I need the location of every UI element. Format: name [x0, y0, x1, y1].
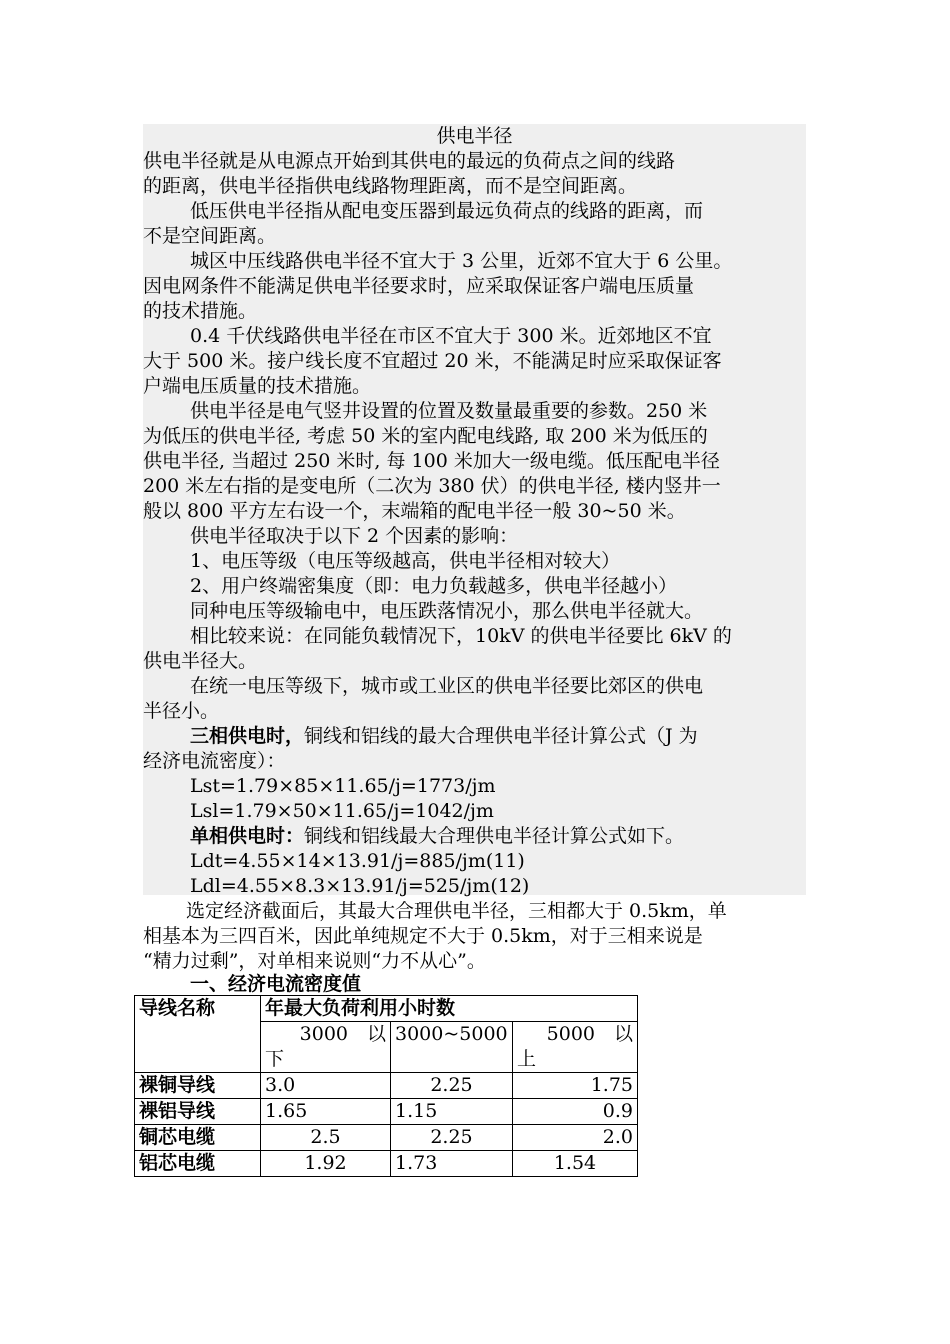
current-density-table [134, 995, 638, 1177]
cell: 1.54 [513, 1151, 638, 1177]
cell: 1.75 [513, 1073, 638, 1099]
paragraph-line: 供电半径, 当超过 250 米时, 每 100 米加大一级电缆。低压配电半径 [143, 450, 720, 472]
paragraph-line: 200 米左右指的是变电所（二次为 380 伏）的供电半径, 楼内竖井一 [143, 475, 721, 497]
table-row [135, 1125, 638, 1151]
paragraph-line: 大于 500 米。接户线长度不宜超过 20 米，不能满足时应采取保证客 [143, 350, 722, 372]
row-name: 裸铝导线 [135, 1099, 261, 1125]
paragraph-line: 供电半径大。 [143, 650, 258, 672]
formula-line: Lsl=1.79×50×11.65/j=1042/jm [190, 800, 494, 822]
line-text: 铜线和铝线最大合理供电半径计算公式如下。 [304, 825, 685, 847]
paragraph-line: 相比较来说：在同能负载情况下，10kV 的供电半径要比 6kV 的 [190, 625, 732, 647]
table-col-header [261, 1022, 391, 1073]
table-corner-header: 导线名称 [135, 996, 261, 1073]
list-item: 2、用户终端密集度（即：电力负载越多，供电半径越小） [190, 575, 678, 597]
paragraph-line: “精力过剩”，对单相来说则“力不从心”。 [143, 950, 486, 972]
paragraph-line: 相基本为三四百米，因此单纯规定不大于 0.5km，对于三相来说是 [143, 925, 703, 947]
paragraph-line: 不是空间距离。 [143, 225, 277, 247]
formula-line: Ldt=4.55×14×13.91/j=885/jm(11) [190, 850, 525, 872]
paragraph-line: 供电半径取决于以下 2 个因素的影响： [190, 525, 519, 547]
col-header-line: 5000 以 [546, 1023, 633, 1045]
paragraph-line: 的距离，供电半径指供电线路物理距离，而不是空间距离。 [143, 175, 638, 197]
paragraph-line: 般以 800 平方左右设一个，末端箱的配电半径一般 30~50 米。 [143, 500, 686, 522]
paragraph-line [190, 824, 684, 849]
paragraph-line: 选定经济截面后，其最大合理供电半径，三相都大于 0.5km，单 [186, 900, 727, 922]
row-name: 裸铜导线 [135, 1073, 261, 1099]
table-group-header: 年最大负荷利用小时数 [261, 996, 638, 1022]
paragraph-line: 0.4 千伏线路供电半径在市区不宜大于 300 米。近郊地区不宜 [190, 325, 712, 347]
section-heading: 一、经济电流密度值 [190, 973, 362, 995]
formula-line: Lst=1.79×85×11.65/j=1773/jm [190, 775, 496, 797]
line-text: 铜线和铝线的最大合理供电半径计算公式（J 为 [304, 725, 698, 747]
list-item: 1、电压等级（电压等级越高，供电半径相对较大） [190, 550, 621, 572]
paragraph-line: 同种电压等级输电中，电压跌落情况小，那么供电半径就大。 [190, 600, 704, 622]
paragraph-line: 的技术措施。 [143, 300, 258, 322]
col-header-line: 上 [517, 1048, 537, 1070]
table-row [135, 1073, 638, 1099]
paragraph-line: 在统一电压等级下，城市或工业区的供电半径要比郊区的供电 [190, 675, 704, 697]
cell: 0.9 [513, 1099, 638, 1125]
cell: 3.0 [261, 1073, 391, 1099]
paragraph-line: 低压供电半径指从配电变压器到最远负荷点的线路的距离，而 [190, 200, 704, 222]
paragraph-line: 为低压的供电半径, 考虑 50 米的室内配电线路, 取 200 米为低压的 [143, 425, 708, 447]
formula-line: Ldl=4.55×8.3×13.91/j=525/jm(12) [190, 875, 530, 897]
paragraph-line: 供电半径是电气竖井设置的位置及数量最重要的参数。250 米 [190, 400, 708, 422]
col-header-line: 3000 以 [299, 1023, 386, 1045]
table-row [135, 1099, 638, 1125]
cell: 2.25 [391, 1073, 513, 1099]
table-col-header [513, 1022, 638, 1073]
cell: 2.5 [261, 1125, 391, 1151]
cell: 1.92 [261, 1151, 391, 1177]
cell: 1.65 [261, 1099, 391, 1125]
bold-lead: 单相供电时： [190, 825, 305, 847]
row-name: 铜芯电缆 [135, 1125, 261, 1151]
bold-lead: 三相供电时， [190, 725, 305, 747]
paragraph-line: 供电半径就是从电源点开始到其供电的最远的负荷点之间的线路 [143, 150, 676, 172]
cell: 1.15 [391, 1099, 513, 1125]
paragraph-line: 经济电流密度）： [143, 750, 286, 772]
paragraph-line: 半径小。 [143, 700, 220, 722]
row-name: 铝芯电缆 [135, 1151, 261, 1177]
table-col-header: 3000~5000 [391, 1022, 513, 1073]
cell: 2.0 [513, 1125, 638, 1151]
paragraph-line: 因电网条件不能满足供电半径要求时，应采取保证客户端电压质量 [143, 275, 695, 297]
paragraph-line [190, 724, 698, 749]
table-row [135, 1151, 638, 1177]
col-header-line: 下 [265, 1048, 285, 1070]
paragraph-line: 城区中压线路供电半径不宜大于 3 公里，近郊不宜大于 6 公里。 [190, 250, 733, 272]
paragraph-line: 户端电压质量的技术措施。 [143, 375, 372, 397]
cell: 1.73 [391, 1151, 513, 1177]
document-title: 供电半径 [436, 125, 513, 147]
cell: 2.25 [391, 1125, 513, 1151]
